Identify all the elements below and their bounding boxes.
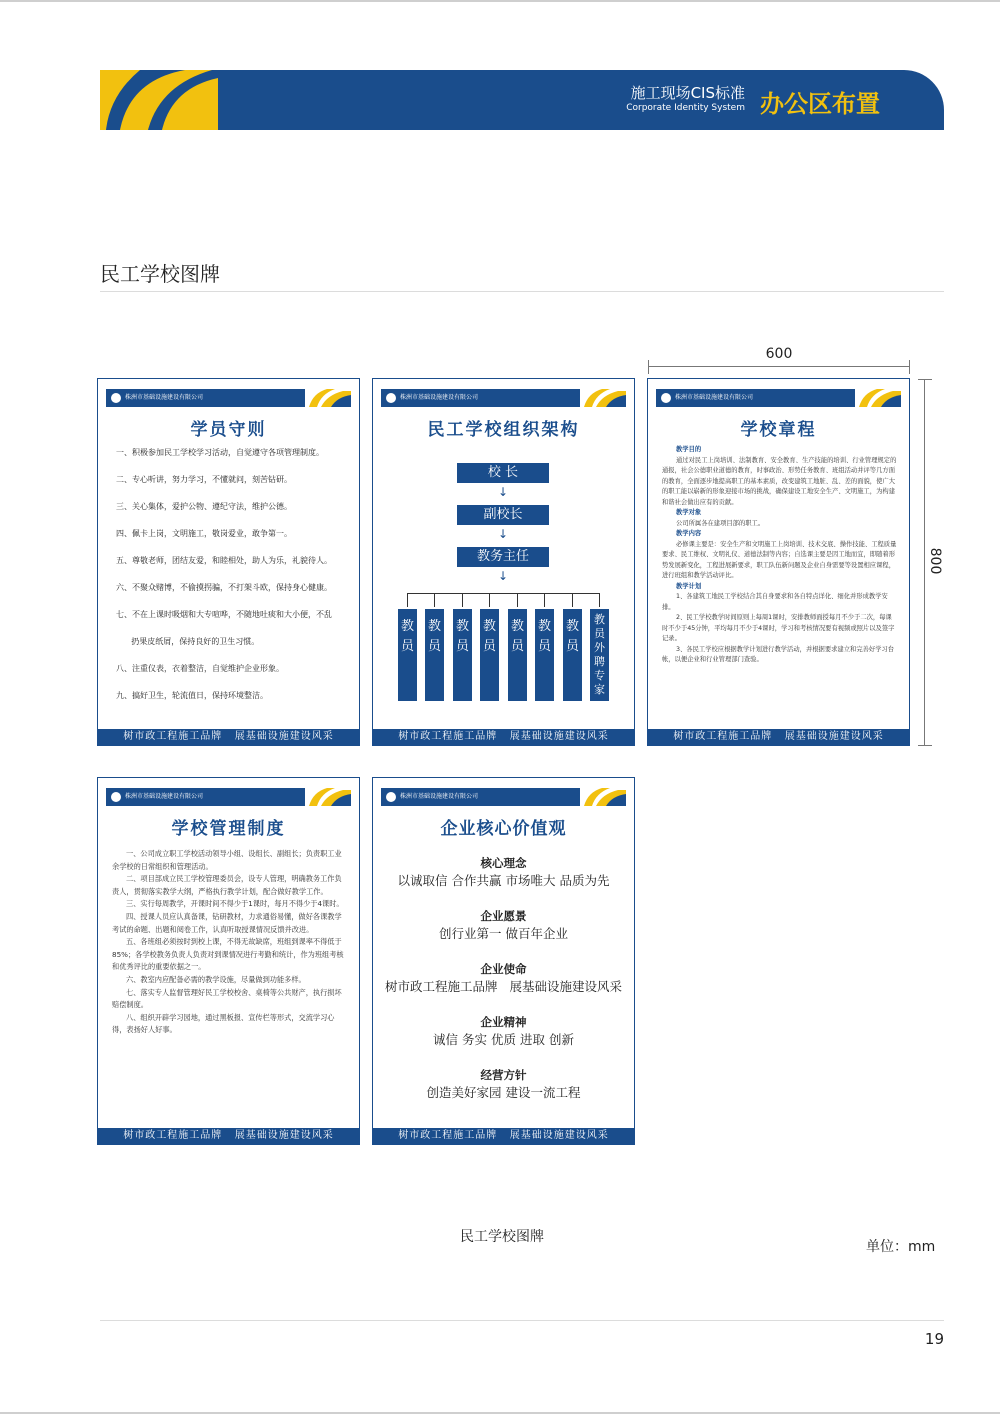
org-branch-tick (407, 593, 408, 607)
company-name: 株洲市基础设施建设有限公司 (400, 793, 479, 800)
charter-paragraph: 必修课主要是：安全生产和文明施工上岗培训、技术交底、操作技能、工程质量要求、民工维权、文明礼仪、道德法制等内容；自选课主要是因工地而宜，即随着形势发展新变化，工程进展新要求，职工队伍新问题及企业自身需要等设置相应课程，进行班组和教学活动评比。 (662, 540, 897, 579)
width-dimension-line (648, 366, 910, 367)
company-logo-icon (386, 393, 396, 403)
list-item: 四、佩卡上岗，文明施工，敬岗爱业，敢争第一。 (116, 529, 292, 538)
org-staff-box: 教员 (453, 609, 472, 701)
section-heading: 办公区布置 (760, 90, 880, 118)
charter-heading: 教学内容 (676, 530, 702, 537)
value-heading: 企业精神 (480, 1015, 527, 1029)
management-paragraph: 六、教室内应配备必需的教学设施，尽量做到功能多样。 (126, 974, 306, 984)
management-paragraph: 四、授课人员应认真备课，钻研教材，力求通俗易懂，做好各课教学考试的命题、出题和阅卷工作，认真听取授课情况反馈并改进。 (112, 911, 342, 934)
value-body: 以诚取信 合作共赢 市场唯大 品质为先 (397, 873, 610, 888)
height-dimension-tick (918, 745, 932, 746)
board-slogan-footer: 树市政工程施工品牌 展基础设施建设风采 (373, 1128, 634, 1144)
rules-list (116, 447, 346, 717)
width-dimension-label: 600 (765, 346, 793, 362)
page-title: 民工学校图牌 (100, 262, 220, 286)
charter-heading: 教学目的 (676, 446, 702, 453)
company-logo-icon (111, 393, 121, 403)
board-org-chart (372, 378, 635, 746)
org-branch-tick (517, 593, 518, 607)
height-dimension-line (924, 379, 925, 746)
charter-text (662, 445, 898, 666)
org-arrow-icon: ↓ (497, 485, 509, 499)
board-header-strip (381, 389, 626, 407)
value-heading: 企业使命 (480, 962, 527, 976)
footer-divider (100, 1320, 944, 1321)
org-staff-box: 教员 (508, 609, 527, 701)
management-paragraph: 三、实行每周教学，开课时间不得少于1课时，每月不得少于4课时。 (126, 899, 344, 909)
company-logo-icon (386, 792, 396, 802)
board-slogan-footer: 树市政工程施工品牌 展基础设施建设风采 (648, 729, 909, 745)
width-dimension-tick (648, 360, 649, 374)
list-item: 八、注重仪表，衣着整洁，自觉维护企业形象。 (116, 664, 284, 673)
management-paragraph: 一、公司成立职工学校活动领导小组、设组长、副组长；负责职工业余学校的日常组织和管理活动。 (112, 849, 342, 871)
board-school-management (97, 777, 360, 1145)
org-branch-tick (572, 593, 573, 607)
board-title: 企业核心价值观 (440, 819, 567, 839)
value-heading: 核心理念 (480, 856, 527, 870)
board-title: 民工学校组织架构 (427, 420, 580, 440)
value-heading: 企业愿景 (480, 909, 527, 923)
org-staff-box: 教员 (480, 609, 499, 701)
strip-arc-decoration (305, 788, 351, 806)
list-item: 五、尊敬老师，团结友爱，和睦相处，助人为乐，礼貌待人。 (116, 556, 332, 565)
company-name: 株洲市基础设施建设有限公司 (400, 394, 479, 401)
board-slogan-footer: 树市政工程施工品牌 展基础设施建设风采 (98, 729, 359, 745)
org-staff-box: 教员 (563, 609, 582, 701)
management-paragraph: 七、落实专人监督管理好民工学校校舍、桌椅等公共财产，执行损坏赔偿制度。 (112, 987, 342, 1010)
org-branch-line (407, 593, 599, 594)
board-school-charter (647, 378, 910, 746)
height-dimension-label: 800 (927, 547, 943, 575)
org-vice-principal-box: 副校长 (457, 505, 549, 525)
management-paragraph: 五、各班组必须按时到校上课，不得无故缺席，班组到课率不得低于85%；各学校教务负责人负责对到课情况进行考勤和统计，作为班组考核和优秀评比的重要依据之一。 (112, 937, 344, 972)
board-header-strip (381, 788, 626, 806)
list-item: 三、关心集体，爱护公物、遵纪守法，维护公德。 (116, 502, 292, 511)
charter-paragraph: 2、民工学校教学时间原则上每周1课时，安排教师面授每月不少于二次，每课时不少于45分钟，平均每月不少于4课时，学习和考核情况要有视频或照片以及签字记录。 (662, 614, 895, 642)
header-banner (100, 70, 944, 130)
org-branch-tick (599, 593, 600, 607)
company-logo-icon (111, 792, 121, 802)
org-staff-box: 教员 (535, 609, 554, 701)
core-values-list (373, 854, 634, 1119)
board-student-rules (97, 378, 360, 746)
org-arrow-icon: ↓ (497, 569, 509, 583)
org-branch-tick (434, 593, 435, 607)
board-title: 学校章程 (740, 420, 817, 440)
value-heading: 经营方针 (480, 1068, 527, 1082)
board-title: 学员守则 (190, 420, 267, 440)
charter-paragraph: 公司所属各在建项目部的职工。 (676, 519, 765, 527)
brand-arc-logo (100, 70, 230, 130)
charter-heading: 教学计划 (676, 582, 702, 590)
org-branch-tick (462, 593, 463, 607)
list-item: 二、专心听讲，努力学习，不懂就问，刻苦钻研。 (116, 475, 292, 484)
company-logo-icon (661, 393, 671, 403)
cis-standard-title: 施工现场CIS标准 (630, 84, 745, 102)
strip-arc-decoration (855, 389, 901, 407)
board-core-values (372, 777, 635, 1145)
value-body: 诚信 务实 优质 进取 创新 (433, 1032, 574, 1047)
list-item: 九、搞好卫生，轮流值日，保持环境整洁。 (116, 691, 268, 700)
unit-label: 单位：mm (866, 1239, 936, 1255)
figure-caption: 民工学校图牌 (460, 1229, 544, 1245)
org-arrow-icon: ↓ (497, 527, 509, 541)
value-body: 创造美好家园 建设一流工程 (426, 1085, 581, 1100)
org-principal-box: 校 长 (457, 463, 549, 483)
board-slogan-footer: 树市政工程施工品牌 展基础设施建设风采 (373, 729, 634, 745)
company-name: 株洲市基础设施建设有限公司 (675, 394, 754, 401)
top-rule (0, 0, 1000, 2)
charter-paragraph: 1、各建筑工地民工学校结合其自身要求和各自特点详化、细化并形成教学安排。 (662, 593, 888, 611)
board-header-strip (106, 389, 351, 407)
org-academic-director-box: 教务主任 (457, 547, 549, 567)
board-header-strip (656, 389, 901, 407)
org-branch-tick (489, 593, 490, 607)
width-dimension-tick (909, 360, 910, 374)
org-staff-box: 教员 (425, 609, 444, 701)
company-name: 株洲市基础设施建设有限公司 (125, 394, 204, 401)
list-item: 六、不聚众赌博，不偷摸拐骗，不打架斗欧，保持身心健康。 (116, 583, 332, 592)
strip-arc-decoration (580, 389, 626, 407)
cis-standard-subtitle: Corporate Identity System (626, 103, 745, 113)
list-item: 一、积极参加民工学校学习活动，自觉遵守各项管理制度。 (116, 448, 324, 457)
strip-arc-decoration (305, 389, 351, 407)
charter-heading: 教学对象 (676, 509, 702, 516)
list-item: 七、不在上课时吸烟和大专喧哗，不随地吐痰和大小便，不乱 (116, 610, 332, 619)
management-paragraph: 二、项目部成立民工学校管理委员会，设专人管理，明确教务工作负责人，贯彻落实教学大纲，严格执行教学计划，配合做好教学工作。 (112, 874, 342, 896)
org-staff-box: 教员 (398, 609, 417, 701)
org-staff-external-box: 教员外聘专家 (590, 609, 609, 701)
value-body: 树市政工程施工品牌 展基础设施建设风采 (385, 979, 622, 994)
org-branch-tick (544, 593, 545, 607)
company-name: 株洲市基础设施建设有限公司 (125, 793, 204, 800)
management-text (112, 848, 346, 1037)
value-body: 创行业第一 做百年企业 (439, 926, 568, 941)
board-header-strip (106, 788, 351, 806)
charter-paragraph: 通过对民工上岗培训、法制教育、安全教育、生产技能的培训、行业管理规定的通报，社会公德职业道德的教育，时事政治、形势任务教育、班组活动并评等几方面的教育，全面逐步地提高职工的基本素质，改变建筑工地脏、乱、差的面貌，使广大的职工能以崭新的形象迎接市场的挑战，确保建设工地安全生产、文明施工，为构建和谐社会做出应有的贡献。 (662, 456, 897, 506)
height-dimension-tick (918, 379, 932, 380)
page-number: 19 (924, 1330, 944, 1348)
board-slogan-footer: 树市政工程施工品牌 展基础设施建设风采 (98, 1128, 359, 1144)
strip-arc-decoration (580, 788, 626, 806)
title-divider (100, 291, 944, 292)
charter-paragraph: 3、各民工学校应根据教学计划进行教学活动，并根据要求建立和完善好学习台帐，以便企业和行业管理部门查验。 (662, 645, 895, 663)
management-paragraph: 八、组织开辟学习园地，通过黑板报、宣传栏等形式，交流学习心得，表扬好人好事。 (112, 1012, 335, 1035)
board-title: 学校管理制度 (171, 819, 286, 839)
list-item: 扔果皮纸屑，保持良好的卫生习惯。 (116, 637, 260, 646)
